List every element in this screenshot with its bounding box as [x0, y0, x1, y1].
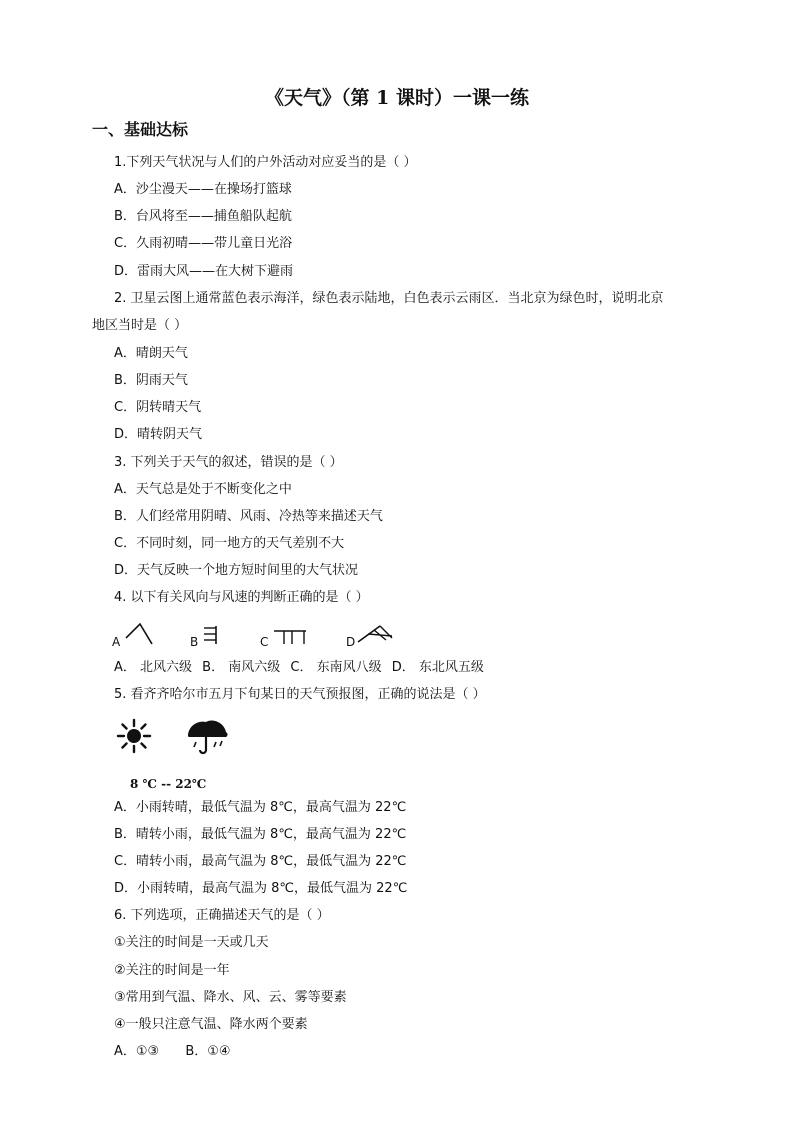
q1-option-d: D．雷雨大风——在大树下避雨	[114, 264, 294, 279]
page-title: 《天气》（第 1 课时）一课一练	[265, 87, 529, 109]
q6-statement-4: ④一般只注意气温、降水两个要素	[114, 1017, 308, 1032]
q2-stem-line1: 2. 卫星云图上通常蓝色表示海洋，绿色表示陆地，白色表示云雨区．当北京为绿色时，说明北京	[114, 291, 664, 306]
q4-symbol-label-d: D	[346, 635, 356, 649]
q6-option-a: A．①③	[114, 1044, 160, 1059]
q5-option-d: D．小雨转晴，最高气温为 8℃，最低气温为 22℃	[114, 881, 408, 896]
q3-option-b: B．人们经常用阴晴、风雨、冷热等来描述天气	[114, 509, 383, 524]
q2-option-d: D．晴转阴天气	[114, 427, 203, 442]
q5-option-b: B．晴转小雨，最低气温为 8℃，最高气温为 22℃	[114, 827, 407, 842]
q5-option-a: A．小雨转晴，最低气温为 8℃，最高气温为 22℃	[114, 800, 407, 815]
q4-answer-row	[114, 660, 484, 676]
section-heading: 一、基础达标	[92, 120, 189, 139]
q2-stem-line2: 地区当时是（ ）	[92, 318, 188, 333]
wind-barb-a-icon	[124, 622, 154, 646]
q6-statement-1: ①关注的时间是一天或几天	[114, 935, 269, 950]
q6-stem: 6. 下列选项，正确描述天气的是（ ）	[114, 908, 330, 923]
q3-option-d: D．天气反映一个地方短时间里的大气状况	[114, 563, 359, 578]
q2-option-b: B．阴雨天气	[114, 373, 188, 388]
wind-barb-d-icon	[356, 622, 396, 646]
q1-option-a: A．沙尘漫天——在操场打篮球	[114, 182, 292, 197]
q5-temperature: 8 ℃ -- 22℃	[130, 777, 207, 791]
q5-stem: 5. 看齐齐哈尔市五月下旬某日的天气预报图，正确的说法是（ ）	[114, 687, 486, 702]
q4-symbol-label-c: C	[260, 635, 269, 649]
q6-option-row	[114, 1044, 231, 1060]
rain-cloud-icon	[184, 716, 230, 756]
q4-answer-d: D． 东北风五级	[391, 660, 484, 675]
q6-option-b: B．①④	[185, 1044, 231, 1059]
q4-answer-a: A． 北风六级	[114, 660, 193, 675]
q1-option-b: B．台风将至——捕鱼船队起航	[114, 209, 292, 224]
q4-symbol-label-b: B	[190, 635, 199, 649]
q2-option-c: C．阴转晴天气	[114, 400, 202, 415]
q6-statement-2: ②关注的时间是一年	[114, 963, 230, 978]
q4-symbol-label-a: A	[112, 635, 121, 649]
q4-answer-c: C． 东南风八级	[290, 660, 382, 675]
wind-barb-c-icon	[272, 628, 308, 648]
q1-option-c: C．久雨初晴——带儿童日光浴	[114, 236, 293, 251]
q3-option-c: C．不同时刻，同一地方的天气差别不大	[114, 536, 345, 551]
q3-option-a: A．天气总是处于不断变化之中	[114, 482, 292, 497]
q1-stem: 1.下列天气状况与人们的户外活动对应妥当的是（ ）	[114, 155, 417, 170]
q6-statement-3: ③常用到气温、降水、风、云、雾等要素	[114, 990, 347, 1005]
q4-stem: 4. 以下有关风向与风速的判断正确的是（ ）	[114, 590, 369, 605]
sunny-icon	[116, 718, 152, 754]
q2-option-a: A．晴朗天气	[114, 346, 188, 361]
q3-stem: 3. 下列关于天气的叙述，错误的是（ ）	[114, 455, 343, 470]
q4-answer-b: B． 南风六级	[202, 660, 281, 675]
wind-barb-b-icon	[200, 624, 220, 646]
q5-option-c: C．晴转小雨，最高气温为 8℃，最低气温为 22℃	[114, 854, 407, 869]
